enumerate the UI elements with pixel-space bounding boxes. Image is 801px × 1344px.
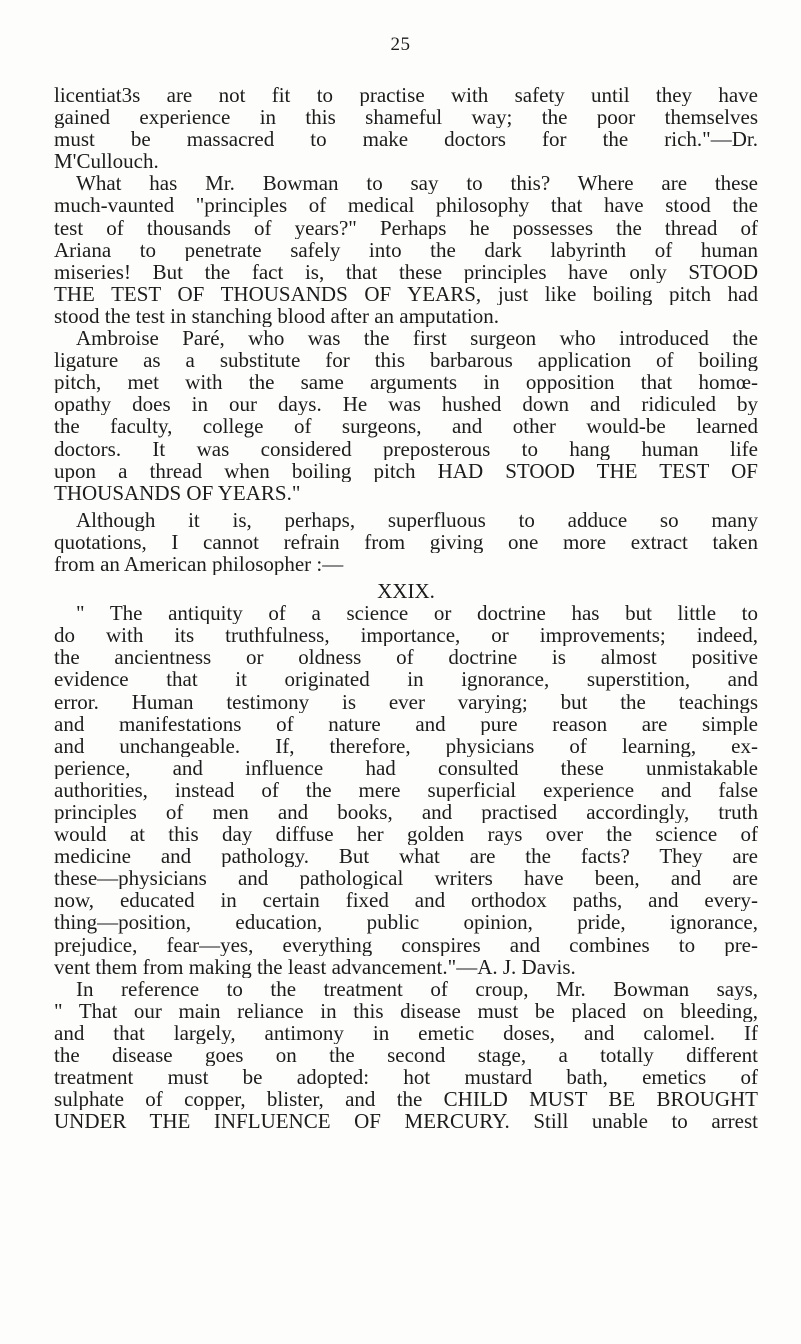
text-line: M'Cullouch. (54, 150, 159, 173)
text-line: from an American philosopher :— (54, 552, 344, 576)
text-line: thing—position, education, public opinion, pride, ignorance, (54, 911, 758, 934)
text-line: principles of men and books, and practised accordingly, truth (54, 801, 758, 824)
text-line: " That our main reliance in this disease must be placed on bleeding, (54, 999, 758, 1022)
text-line: the disease goes on the second stage, a totally different (54, 1044, 758, 1067)
text-line: Ambroise Paré, who was the first surgeon who introduced the (76, 327, 758, 350)
text-line: miseries! But the fact is, that these principles have only STOOD (54, 260, 758, 283)
text-line: much-vaunted "principles of medical philosophy that have stood the (54, 194, 758, 217)
text-line: Although it is, perhaps, superfluous to adduce so many (76, 508, 758, 531)
page-number: 25 (390, 34, 411, 55)
text-line: gained experience in this shameful way; the poor themselves (54, 106, 758, 129)
text-line: must be massacred to make doctors for the rich."—Dr. (54, 128, 758, 151)
text-line: doctors. It was considered preposterous to hang human life (54, 437, 758, 460)
text-line: licentiat3s are not fit to practise with safety until they have (54, 84, 758, 107)
text-line: authorities, instead of the mere superficial experience and false (54, 778, 758, 801)
text-line: error. Human testimony is ever varying; but the teachings (54, 690, 758, 713)
text-line: opathy does in our days. He was hushed down and ridiculed by (54, 393, 758, 416)
text-line: the faculty, college of surgeons, and other would-be learned (54, 415, 758, 438)
text-line: ligature as a substitute for this barbarous application of boiling (54, 349, 758, 372)
text-line: What has Mr. Bowman to say to this? Where are these (76, 172, 758, 195)
text-line: quotations, I cannot refrain from giving one more extract taken (54, 530, 758, 553)
text-line: treatment must be adopted: hot mustard bath, emetics of (54, 1066, 758, 1089)
section-heading: XXIX. (377, 580, 435, 603)
text-line: sulphate of copper, blister, and the CHILD MUST BE BROUGHT (54, 1088, 758, 1111)
text-line: prejudice, fear—yes, everything conspires and combines to pre- (54, 933, 758, 956)
text-line: stood the test in stanching blood after an amputation. (54, 304, 499, 328)
text-line: vent them from making the least advancement."—A. J. Davis. (54, 955, 576, 978)
text-line: evidence that it originated in ignorance, superstition, and (54, 668, 758, 691)
text-line: and unchangeable. If, therefore, physicians of learning, ex- (54, 734, 758, 757)
text-line: do with its truthfulness, importance, or improvements; indeed, (54, 624, 758, 647)
text-line: THE TEST OF THOUSANDS OF YEARS, just like boiling pitch had (54, 282, 758, 305)
text-line: the ancientness or oldness of doctrine is almost positive (54, 646, 758, 669)
body-text (54, 84, 758, 1132)
text-line: these—physicians and pathological writers have been, and are (54, 867, 758, 890)
text-line: and that largely, antimony in emetic doses, and calomel. If (54, 1021, 758, 1045)
text-line: In reference to the treatment of croup, Mr. Bowman says, (76, 977, 758, 1000)
text-line: medicine and pathology. But what are the facts? They are (54, 845, 758, 868)
text-line: upon a thread when boiling pitch HAD STOOD THE TEST OF (54, 459, 758, 482)
text-line: and manifestations of nature and pure reason are simple (54, 712, 758, 735)
text-line: now, educated in certain fixed and orthodox paths, and every- (54, 889, 758, 912)
text-line: pitch, met with the same arguments in opposition that homœ- (54, 371, 758, 394)
text-line: would at this day diffuse her golden rays over the science of (54, 823, 758, 846)
text-line: " The antiquity of a science or doctrine has but little to (76, 602, 758, 625)
text-line: THOUSANDS OF YEARS." (54, 481, 301, 504)
text-line: UNDER THE INFLUENCE OF MERCURY. Still unable to arrest (54, 1110, 758, 1133)
text-line: test of thousands of years?" Perhaps he possesses the thread of (54, 216, 758, 239)
text-line: Ariana to penetrate safely into the dark labyrinth of human (54, 238, 758, 261)
text-line: perience, and influence had consulted these unmistakable (54, 756, 758, 779)
